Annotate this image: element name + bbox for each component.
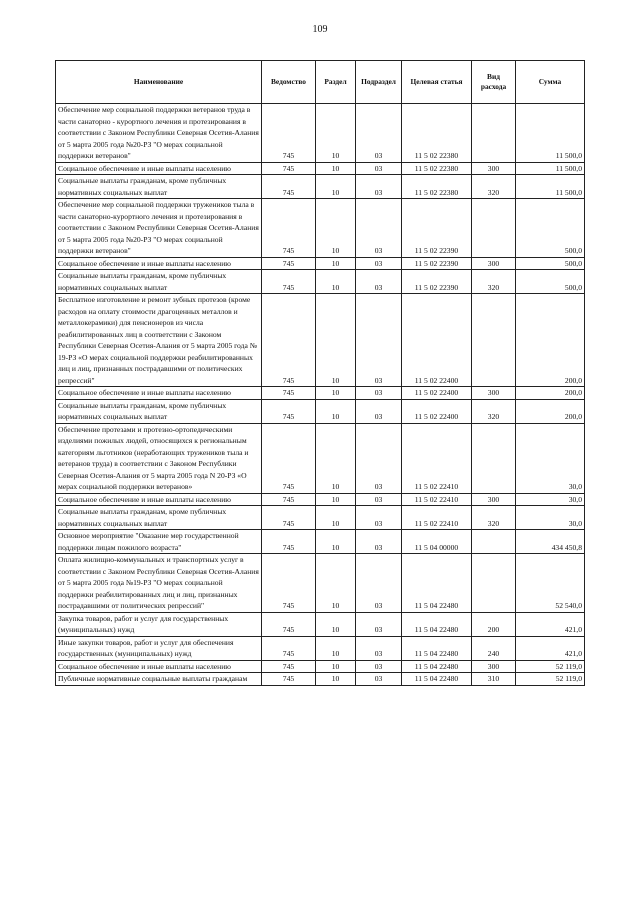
table-row: [56, 530, 585, 554]
cell-name: Социальные выплаты гражданам, кроме публичных нормативных социальных выплат: [56, 270, 262, 294]
cell-subsection: 03: [356, 660, 402, 673]
cell-subsection: 03: [356, 294, 402, 387]
table-row: [56, 104, 585, 163]
cell-name: Социальное обеспечение и иные выплаты населению: [56, 660, 262, 673]
cell-dept: 745: [262, 162, 316, 175]
cell-sum: 500,0: [516, 270, 585, 294]
cell-subsection: 03: [356, 162, 402, 175]
cell-section: 10: [316, 294, 356, 387]
cell-name: Социальное обеспечение и иные выплаты населению: [56, 257, 262, 270]
cell-sum: 11 500,0: [516, 162, 585, 175]
cell-expense: [472, 554, 516, 613]
col-header-section: Раздел: [316, 61, 356, 104]
cell-subsection: 03: [356, 554, 402, 613]
cell-name: Социальное обеспечение и иные выплаты населению: [56, 387, 262, 400]
cell-subsection: 03: [356, 636, 402, 660]
header-row: [56, 61, 585, 104]
table-row: [56, 660, 585, 673]
cell-name: Основное мероприятие "Оказание мер государственной поддержки лицам пожилого возраста": [56, 530, 262, 554]
cell-target: 11 5 02 22390: [402, 199, 472, 258]
cell-section: 10: [316, 162, 356, 175]
cell-target: 11 5 04 22480: [402, 636, 472, 660]
cell-dept: 745: [262, 660, 316, 673]
cell-dept: 745: [262, 530, 316, 554]
cell-name: Социальные выплаты гражданам, кроме публичных нормативных социальных выплат: [56, 399, 262, 423]
cell-expense: 310: [472, 673, 516, 686]
cell-sum: 200,0: [516, 294, 585, 387]
cell-dept: 745: [262, 294, 316, 387]
table-row: [56, 423, 585, 493]
table-body: [56, 104, 585, 686]
cell-target: 11 5 04 22480: [402, 660, 472, 673]
cell-expense: [472, 294, 516, 387]
cell-dept: 745: [262, 257, 316, 270]
cell-name: Обеспечение протезами и протезно-ортопедическими изделиями пожилых людей, относящихся к региональным категориям льготников (неработающих тружеников тыла и ветеранов труда) в соответствии с Законом Республики Северная Осетия-Алания от 5 марта 2005 года N 20-РЗ «О мерах социальной поддержки ветеранов»: [56, 423, 262, 493]
cell-expense: 240: [472, 636, 516, 660]
cell-dept: 745: [262, 399, 316, 423]
cell-sum: 30,0: [516, 493, 585, 506]
table-row: [56, 387, 585, 400]
col-header-expense: Вид расхода: [472, 61, 516, 104]
cell-expense: [472, 530, 516, 554]
cell-section: 10: [316, 399, 356, 423]
cell-sum: 30,0: [516, 423, 585, 493]
cell-name: Социальные выплаты гражданам, кроме публичных нормативных социальных выплат: [56, 175, 262, 199]
cell-dept: 745: [262, 636, 316, 660]
cell-expense: 320: [472, 270, 516, 294]
cell-subsection: 03: [356, 257, 402, 270]
cell-section: 10: [316, 506, 356, 530]
cell-subsection: 03: [356, 673, 402, 686]
cell-expense: 300: [472, 660, 516, 673]
cell-subsection: 03: [356, 493, 402, 506]
cell-target: 11 5 02 22400: [402, 399, 472, 423]
cell-expense: 320: [472, 506, 516, 530]
cell-section: 10: [316, 387, 356, 400]
cell-section: 10: [316, 175, 356, 199]
cell-dept: 745: [262, 554, 316, 613]
cell-subsection: 03: [356, 199, 402, 258]
cell-expense: [472, 199, 516, 258]
cell-target: 11 5 02 22410: [402, 506, 472, 530]
cell-section: 10: [316, 270, 356, 294]
cell-expense: 320: [472, 399, 516, 423]
cell-sum: 500,0: [516, 199, 585, 258]
cell-section: 10: [316, 423, 356, 493]
table-row: [56, 506, 585, 530]
cell-sum: 200,0: [516, 387, 585, 400]
table-row: [56, 175, 585, 199]
cell-target: 11 5 02 22400: [402, 294, 472, 387]
cell-section: 10: [316, 612, 356, 636]
col-header-target: Целевая статья: [402, 61, 472, 104]
cell-dept: 745: [262, 612, 316, 636]
cell-name: Закупка товаров, работ и услуг для государственных (муниципальных) нужд: [56, 612, 262, 636]
cell-target: 11 5 02 22380: [402, 175, 472, 199]
cell-sum: 421,0: [516, 612, 585, 636]
col-header-name: Наименование: [56, 61, 262, 104]
cell-section: 10: [316, 660, 356, 673]
cell-expense: 300: [472, 162, 516, 175]
cell-sum: 434 450,8: [516, 530, 585, 554]
cell-target: 11 5 04 22480: [402, 554, 472, 613]
table-row: [56, 612, 585, 636]
cell-target: 11 5 02 22380: [402, 104, 472, 163]
cell-sum: 11 500,0: [516, 104, 585, 163]
table-row: [56, 199, 585, 258]
cell-subsection: 03: [356, 506, 402, 530]
cell-dept: 745: [262, 673, 316, 686]
cell-subsection: 03: [356, 612, 402, 636]
cell-target: 11 5 04 22480: [402, 673, 472, 686]
cell-expense: 320: [472, 175, 516, 199]
cell-expense: [472, 423, 516, 493]
cell-subsection: 03: [356, 530, 402, 554]
cell-expense: 200: [472, 612, 516, 636]
cell-target: 11 5 02 22410: [402, 493, 472, 506]
cell-section: 10: [316, 554, 356, 613]
cell-section: 10: [316, 257, 356, 270]
cell-target: 11 5 02 22390: [402, 257, 472, 270]
table-row: [56, 162, 585, 175]
cell-sum: 500,0: [516, 257, 585, 270]
cell-section: 10: [316, 493, 356, 506]
col-header-sum: Сумма: [516, 61, 585, 104]
cell-sum: 421,0: [516, 636, 585, 660]
cell-dept: 745: [262, 104, 316, 163]
cell-name: Социальные выплаты гражданам, кроме публичных нормативных социальных выплат: [56, 506, 262, 530]
table-row: [56, 554, 585, 613]
cell-section: 10: [316, 636, 356, 660]
cell-name: Обеспечение мер социальной поддержки ветеранов труда в части санаторно - курортного лечения и протезирования в соответствии с Законом Республики Северная Осетия-Алания от 5 марта 2005 года №20-РЗ "О мерах социальной поддержки ветеранов": [56, 104, 262, 163]
cell-section: 10: [316, 673, 356, 686]
cell-sum: 52 119,0: [516, 673, 585, 686]
cell-subsection: 03: [356, 387, 402, 400]
col-header-dept: Ведомство: [262, 61, 316, 104]
cell-subsection: 03: [356, 423, 402, 493]
cell-sum: 200,0: [516, 399, 585, 423]
table-row: [56, 294, 585, 387]
cell-subsection: 03: [356, 399, 402, 423]
cell-target: 11 5 02 22410: [402, 423, 472, 493]
cell-target: 11 5 04 00000: [402, 530, 472, 554]
cell-dept: 745: [262, 175, 316, 199]
cell-dept: 745: [262, 387, 316, 400]
cell-expense: 300: [472, 387, 516, 400]
cell-sum: 52 119,0: [516, 660, 585, 673]
cell-target: 11 5 04 22480: [402, 612, 472, 636]
cell-dept: 745: [262, 506, 316, 530]
table-row: [56, 270, 585, 294]
page-number: 109: [312, 24, 328, 35]
cell-dept: 745: [262, 423, 316, 493]
cell-section: 10: [316, 199, 356, 258]
cell-expense: 300: [472, 493, 516, 506]
cell-subsection: 03: [356, 104, 402, 163]
cell-section: 10: [316, 530, 356, 554]
cell-sum: 11 500,0: [516, 175, 585, 199]
cell-target: 11 5 02 22390: [402, 270, 472, 294]
table-row: [56, 673, 585, 686]
table-row: [56, 493, 585, 506]
cell-name: Социальное обеспечение и иные выплаты населению: [56, 162, 262, 175]
cell-name: Публичные нормативные социальные выплаты гражданам: [56, 673, 262, 686]
cell-name: Социальное обеспечение и иные выплаты населению: [56, 493, 262, 506]
budget-table: [55, 60, 585, 686]
cell-sum: 30,0: [516, 506, 585, 530]
cell-target: 11 5 02 22380: [402, 162, 472, 175]
cell-dept: 745: [262, 493, 316, 506]
cell-subsection: 03: [356, 175, 402, 199]
cell-dept: 745: [262, 199, 316, 258]
cell-name: Бесплатное изготовление и ремонт зубных протезов (кроме расходов на оплату стоимости драгоценных металлов и металлокерамики) для пенсионеров из числа реабилитированных лиц в соответствии с Законом Республики Северная Осетия-Алания от 5 марта 2005 года № 19-РЗ «О мерах социальной поддержки реабилитированных лиц и лиц, признанных пострадавшими от политических репрессий": [56, 294, 262, 387]
cell-target: 11 5 02 22400: [402, 387, 472, 400]
cell-expense: [472, 104, 516, 163]
col-header-subsection: Подраздел: [356, 61, 402, 104]
table-row: [56, 399, 585, 423]
table-row: [56, 636, 585, 660]
cell-name: Иные закупки товаров, работ и услуг для обеспечения государственных (муниципальных) нужд: [56, 636, 262, 660]
cell-dept: 745: [262, 270, 316, 294]
table-row: [56, 257, 585, 270]
cell-name: Оплата жилищно-коммунальных и транспортных услуг в соответствии с Законом Республики Северная Осетия-Алания от 5 марта 2005 года №19-РЗ "О мерах социальной поддержки реабилитированных лиц и лиц, признанных пострадавшими от политических репрессий": [56, 554, 262, 613]
cell-sum: 52 540,0: [516, 554, 585, 613]
cell-expense: 300: [472, 257, 516, 270]
cell-section: 10: [316, 104, 356, 163]
cell-subsection: 03: [356, 270, 402, 294]
cell-name: Обеспечение мер социальной поддержки тружеников тыла в части санаторно-курортного лечения и протезирования в соответствии с Законом Республики Северная Осетия-Алания от 5 марта 2005 года №20-РЗ "О мерах социальной поддержки ветеранов": [56, 199, 262, 258]
